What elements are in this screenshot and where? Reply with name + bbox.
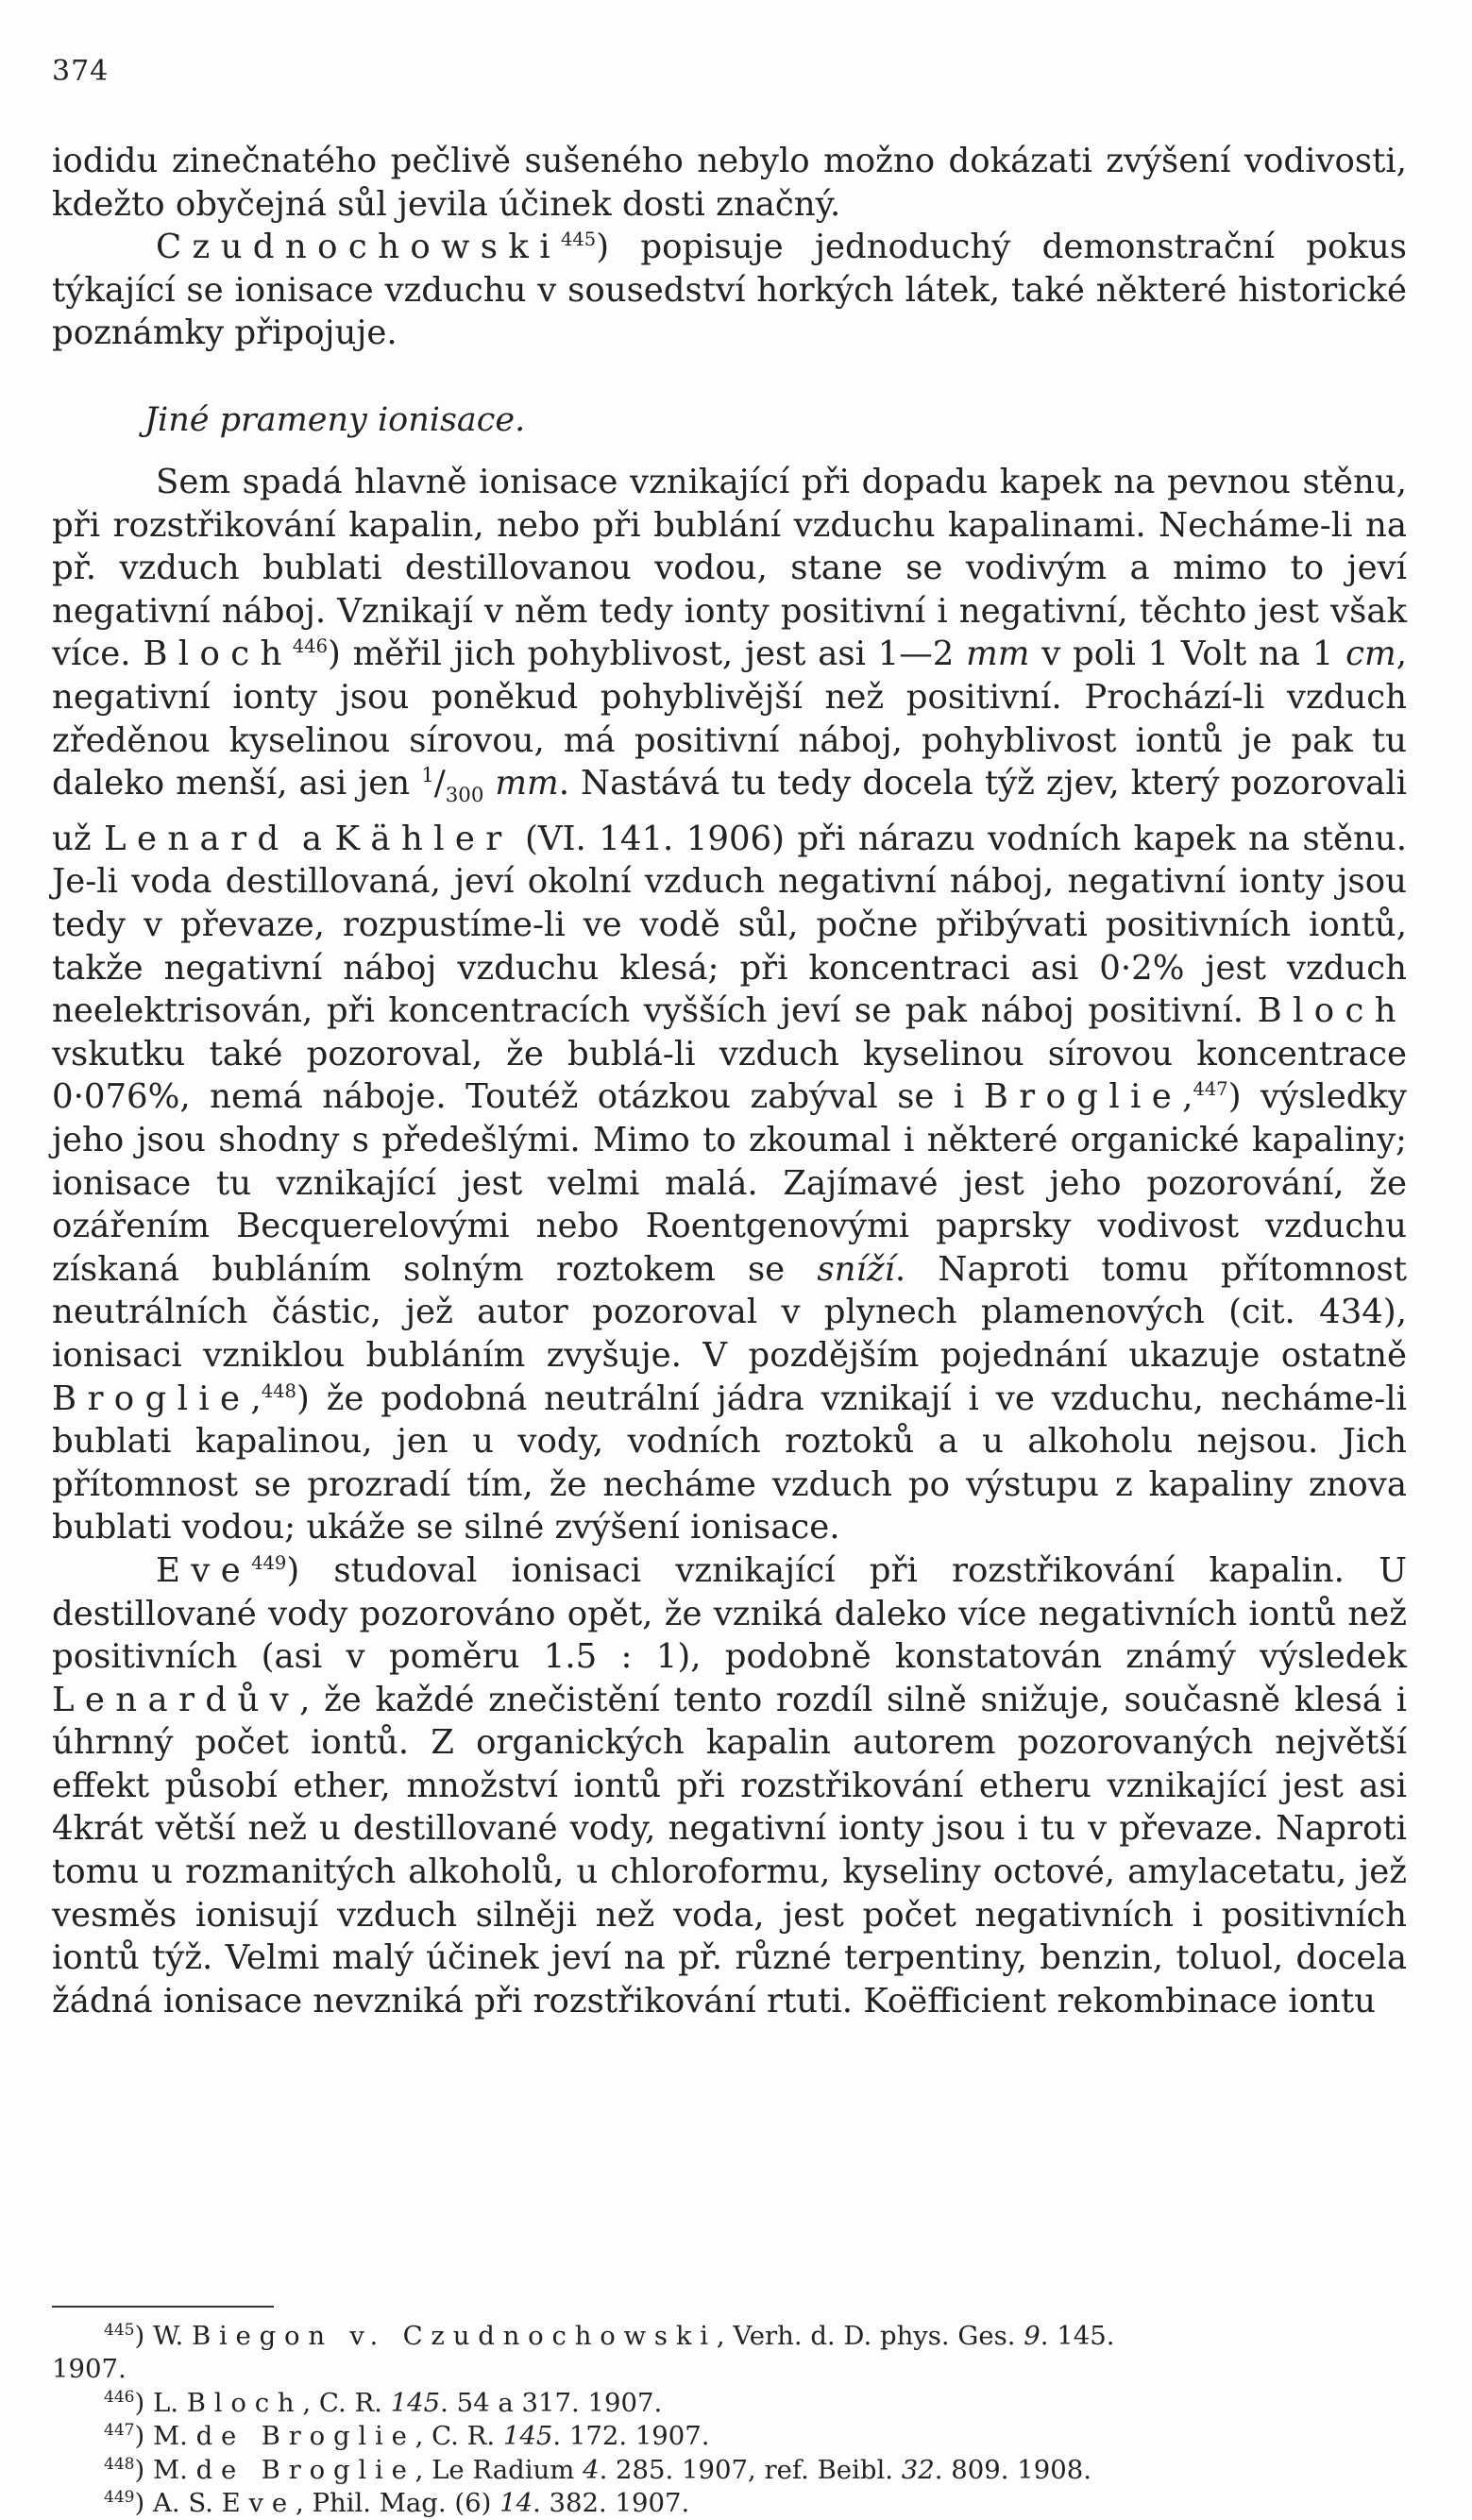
- footnote-ref[interactable]: 449: [251, 1552, 287, 1575]
- author-name: Broglie: [983, 1077, 1183, 1117]
- footnote-divider: [52, 2306, 274, 2308]
- footnote-445: $^{445}$) W. Biegon v. Czudnochowski, Verh. d. D. phys. Ges. 9. 145.: [104, 2320, 1115, 2351]
- fraction: $^1/_{300}$: [421, 764, 484, 808]
- paragraph-2: Czudnochowski$^{445}$) popisuje jednoduchý demonstrační pokus týkající se ionisace vzduchu v sousedství horkých látek, také některé historické poznámky připojuje.: [52, 228, 1407, 353]
- footnote-445-continuation: 1907.: [52, 2354, 127, 2385]
- author-name: Lenardův: [52, 1680, 300, 1719]
- footnote-ref[interactable]: 446: [292, 635, 328, 658]
- paragraph-3: Sem spadá hlavně ionisace vznikající při dopadu kapek na pevnou stěnu, při rozstřikování kapalin, nebo při bublání vzduchu kapalinami. Necháme-li na př. vzduch bublati destillovanou vodou, stane se vodivým a mimo to jeví negativní náboj. Vznikají v něm tedy ionty positivní i negativní, těchto jest však více. Bloch$^{446}$) měřil jich pohyblivost, jest asi 1—2 mm v poli 1 Volt na 1 cm, negativní ionty jsou poněkud pohyblivější než positivní. Prochází-li vzduch zředěnou kyselinou sírovou, má positivní náboj, pohyblivost iontů je pak tu daleko menší, asi jen $^1/_{300}$ mm. Nastává tu tedy docela týž zjev, který pozorovali už Lenard a Kähler (VI. 141. 1906) při nárazu vodních kapek na stěnu. Je-li voda destillovaná, jeví okolní vzduch negativní náboj, negativní ionty jsou tedy v převaze, rozpustíme-li ve vodě sůl, počne přibývati positivních iontů, takže negativní náboj vzduchu klesá; při koncentraci asi 0·2% jest vzduch neelektrisován, při koncentracích vyšších jeví se pak náboj positivní. Bloch vskutku také pozoroval, že bublá-li vzduch kyselinou sírovou koncentrace 0·076%, nemá náboje. Toutéž otázkou zabýval se i Broglie,$^{447}$) výsledky jeho jsou shodny s předešlými. Mimo to zkoumal i některé organické kapaliny; ionisace tu vznikající jest velmi malá. Zajímavé jest jeho pozorování, že ozářením Becquerelovými nebo Roentgenovými paprsky vodivost vzduchu získaná bubláním solným roztokem se sníží. Naproti tomu přítomnost neutrálních částic, jež autor pozoroval v plynech plamenových (cit. 434), ionisaci vzniklou bubláním zvyšuje. V pozdějším pojednání ukazuje ostatně Broglie,$^{448}$) že podobná neutrální jádra vznikají i ve vzduchu, necháme-li bublati kapalinou, jen u vody, vodních roztoků a u alkoholu nejsou. Jich přítomnost se prozradí tím, že necháme vzduch po výstupu z kapaliny znova bublati vodou; ukáže se silné zvýšení ionisace.: [52, 462, 1407, 1548]
- footnote-ref[interactable]: 445: [560, 228, 597, 251]
- page-number: 374: [52, 55, 110, 88]
- author-name: Bloch: [143, 634, 293, 674]
- unit: mm: [966, 634, 1030, 674]
- footnote-446: $^{446}$) L. Bloch, C. R. 145. 54 a 317. 1907.: [104, 2387, 663, 2418]
- author-name: Lenard: [104, 819, 290, 858]
- author-name: Eve: [156, 1550, 252, 1590]
- author-name: Broglie: [52, 1378, 251, 1418]
- unit: cm: [1345, 634, 1396, 674]
- paragraph-4: Eve$^{449}$) studoval ionisaci vznikající při rozstřikování kapalin. U destillované vody pozorováno opět, že vzniká daleko více negativních iontů než positivních (asi v poměru 1.5 : 1), podobně konstatován známý výsledek Lenardův, že každé znečistění tento rozdíl silně snižuje, současně klesá i úhrnný počet iontů. Z organických kapalin autorem pozorovaných největší effekt působí ether, množství iontů při rozstřikování etheru vznikající jest asi 4krát větší než u destillované vody, negativní ionty jsou i tu v převaze. Naproti tomu u rozmanitých alkoholů, u chloroformu, kyseliny octové, amylacetatu, jež vesměs ionisují vzduch silněji než voda, jest počet negativních i positivních iontů týž. Velmi malý účinek jeví na př. různé terpentiny, benzin, toluol, docela žádná ionisace nevzniká při rozstřikování rtuti. Koëfficient rekombinace iontu: [52, 1550, 1407, 2021]
- footnote-448: $^{448}$) M. de Broglie, Le Radium 4. 285. 1907, ref. Beibl. 32. 809. 1908.: [104, 2454, 1091, 2485]
- emphasis: sníží: [817, 1249, 895, 1289]
- author-name: Czudnochowski: [156, 228, 561, 267]
- paragraph-1: iodidu zinečnatého pečlivě sušeného nebylo možno dokázati zvýšení vodivosti, kdežto obyčejná sůl jevila účinek dosti značný.: [52, 142, 1407, 224]
- unit: mm: [495, 764, 559, 803]
- body-text: [52, 140, 1407, 2022]
- footnote-ref[interactable]: 447: [1193, 1078, 1228, 1101]
- author-name: Bloch: [1257, 991, 1407, 1031]
- author-name: Kähler: [334, 819, 513, 858]
- footnote-ref[interactable]: 448: [261, 1379, 296, 1402]
- footnote-447: $^{447}$) M. de Broglie, C. R. 145. 172. 1907.: [104, 2421, 710, 2452]
- footnotes: [52, 2320, 1412, 2520]
- footnote-449: $^{449}$) A. S. Eve, Phil. Mag. (6) 14. 382. 1907.: [104, 2487, 690, 2519]
- section-heading: Jiné prameny ionisace.: [144, 400, 526, 439]
